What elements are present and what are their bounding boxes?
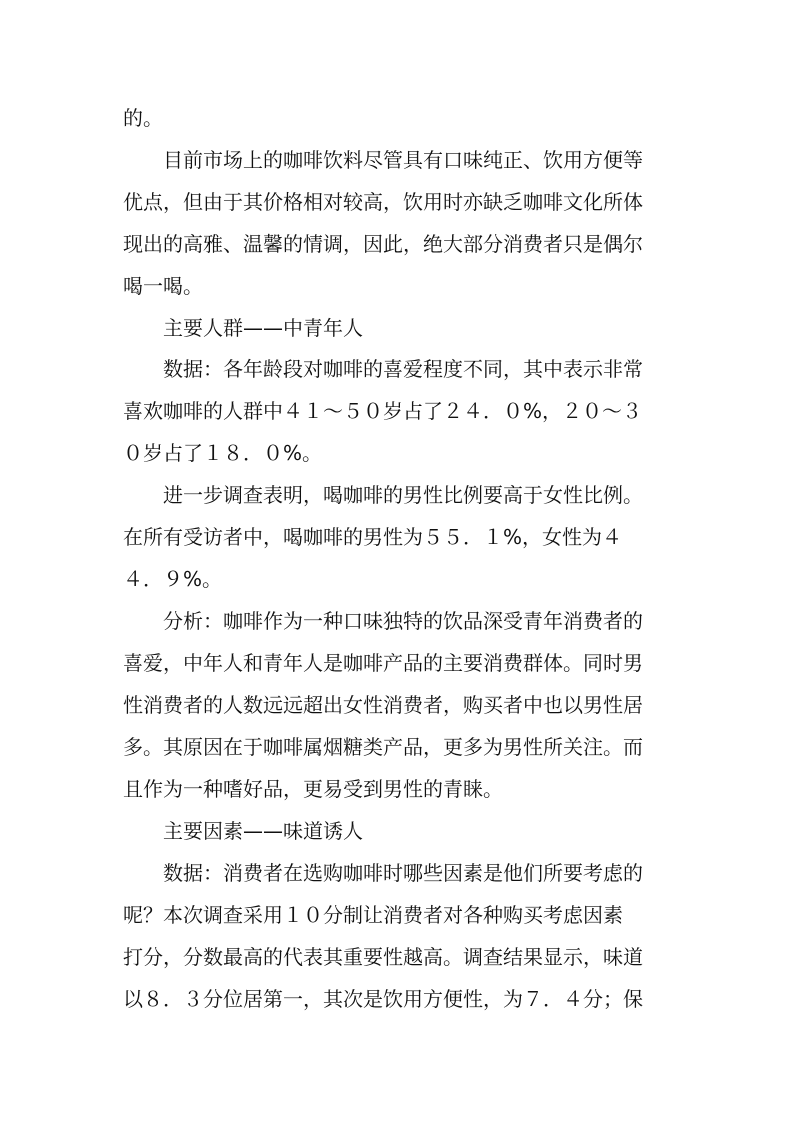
text-line: 多。其原因在于咖啡属烟糖类产品，更多为男性所关注。而 [123, 735, 643, 759]
text-line: 喝一喝。 [123, 274, 203, 298]
text-line: ４．９%。 [123, 567, 223, 591]
text-line: 喜欢咖啡的人群中４１～５０岁占了２４．０%，２０～３ [123, 399, 643, 423]
text-line: 喜爱，中年人和青年人是咖啡产品的主要消费群体。同时男 [123, 651, 643, 675]
section-heading: 主要因素——味道诱人 [163, 819, 363, 843]
text-line: 且作为一种嗜好品，更易受到男性的青睐。 [123, 777, 503, 801]
text-line: 打分，分数最高的代表其重要性越高。调查结果显示，味道 [123, 945, 643, 969]
text-line: 在所有受访者中，喝咖啡的男性为５５．１%，女性为４ [123, 525, 623, 549]
text-line: 的。 [123, 106, 163, 130]
text-line: 以８．３分位居第一，其次是饮用方便性，为７．４分；保 [123, 987, 643, 1011]
text-line: 数据：各年龄段对咖啡的喜爱程度不同，其中表示非常 [163, 357, 643, 381]
text-line: 现出的高雅、温馨的情调，因此，绝大部分消费者只是偶尔 [123, 232, 643, 256]
text-line: 数据：消费者在选购咖啡时哪些因素是他们所要考虑的 [163, 861, 643, 885]
text-line: 分析：咖啡作为一种口味独特的饮品深受青年消费者的 [163, 609, 643, 633]
text-line: 呢？本次调查采用１０分制让消费者对各种购买考虑因素 [123, 903, 623, 927]
text-line: 优点，但由于其价格相对较高，饮用时亦缺乏咖啡文化所体 [123, 190, 643, 214]
section-heading: 主要人群——中青年人 [163, 316, 363, 340]
text-line: 进一步调查表明，喝咖啡的男性比例要高于女性比例。 [163, 483, 643, 507]
text-line: 性消费者的人数远远超出女性消费者，购买者中也以男性居 [123, 693, 643, 717]
text-line: 目前市场上的咖啡饮料尽管具有口味纯正、饮用方便等 [163, 148, 643, 172]
text-line: ０岁占了１８．０%。 [123, 441, 323, 465]
